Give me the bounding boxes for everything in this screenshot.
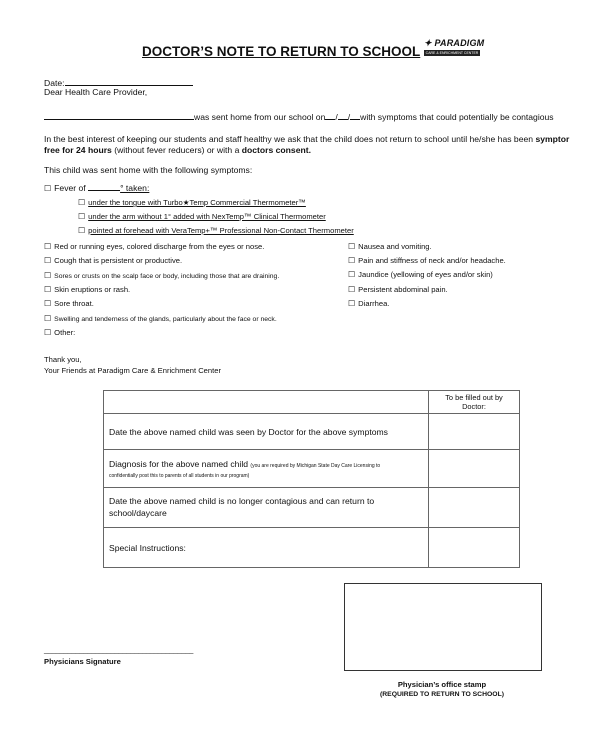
symptom-left-2-checkbox[interactable]: ☐ bbox=[44, 256, 52, 265]
symptom-right-4-checkbox[interactable]: ☐ bbox=[348, 285, 356, 294]
row-diagnosis-field[interactable] bbox=[429, 450, 520, 488]
row-diagnosis-label bbox=[104, 450, 429, 488]
policy-bold-2: free for 24 hours bbox=[44, 145, 112, 155]
fever-option-2-checkbox[interactable]: ☐ bbox=[78, 212, 86, 221]
table-header-right: To be filled out by Doctor: bbox=[429, 391, 520, 414]
row-return-date-field[interactable] bbox=[429, 488, 520, 528]
row-special-instructions-label: Special Instructions: bbox=[104, 528, 429, 568]
symptom-left-3-label: Sores or crusts on the scalp face or body, including those that are draining. bbox=[54, 273, 280, 280]
fever-row bbox=[44, 182, 149, 193]
table-header-row bbox=[104, 391, 520, 414]
diagnosis-main: Diagnosis for the above named child bbox=[109, 458, 249, 469]
symptom-right-1-checkbox[interactable]: ☐ bbox=[348, 242, 356, 251]
symptom-right-5 bbox=[348, 299, 389, 308]
policy-text-2: (without fever reducers) or with a bbox=[114, 145, 240, 155]
row-special-instructions-field[interactable] bbox=[429, 528, 520, 568]
fever-label: Fever of bbox=[54, 183, 86, 193]
diagnosis-note-1: (you are required by Michigan State Day Care Licensing to bbox=[250, 462, 381, 469]
stamp-note: (REQUIRED TO RETURN TO SCHOOL) bbox=[380, 691, 504, 698]
fever-option-1 bbox=[78, 198, 306, 207]
fever-option-3 bbox=[78, 226, 354, 235]
policy-bold-1: symptor bbox=[535, 134, 570, 144]
symptom-left-5 bbox=[44, 299, 94, 308]
symptom-right-3-label: Jaundice (yellowing of eyes and/or skin) bbox=[358, 270, 493, 279]
symptom-left-1-label: Red or running eyes, colored discharge from the eyes or nose. bbox=[54, 242, 265, 251]
symptom-left-4-label: Skin eruptions or rash. bbox=[54, 285, 131, 294]
symptom-left-4 bbox=[44, 285, 130, 294]
fever-temp-field[interactable] bbox=[88, 182, 120, 191]
day-field[interactable] bbox=[338, 111, 351, 122]
date-field[interactable] bbox=[65, 77, 193, 86]
fever-option-2-label: under the arm without 1° added with NexTemp™ Clinical Thermometer bbox=[88, 212, 326, 221]
symptom-left-2-label: Cough that is persistent or productive. bbox=[54, 256, 183, 265]
symptom-left-6-label: Swelling and tenderness of the glands, particularly about the face or neck. bbox=[54, 316, 277, 323]
symptom-left-3-checkbox[interactable]: ☐ bbox=[44, 271, 52, 280]
symptom-left-1-checkbox[interactable]: ☐ bbox=[44, 242, 52, 251]
symptom-left-5-label: Sore throat. bbox=[54, 299, 94, 308]
fever-option-3-label: pointed at forehead with VeraTemp+™ Professional Non-Contact Thermometer bbox=[88, 226, 354, 235]
closing-signoff: Your Friends at Paradigm Care & Enrichment Center bbox=[44, 366, 221, 375]
fever-degree-label: ° taken: bbox=[120, 183, 150, 193]
policy-text-1: In the best interest of keeping our students and staff healthy we ask that the child does not return to school until he/she has been bbox=[44, 134, 534, 144]
month-field[interactable] bbox=[325, 111, 338, 122]
fever-option-3-checkbox[interactable]: ☐ bbox=[78, 226, 86, 235]
symptom-right-4 bbox=[348, 285, 448, 294]
table-row bbox=[104, 488, 520, 528]
fever-option-1-label: under the tongue with Turbo★Temp Commercial Thermometer™ bbox=[88, 198, 306, 207]
year-field[interactable] bbox=[347, 111, 360, 122]
table-row bbox=[104, 450, 520, 488]
row-seen-by-doctor-field[interactable] bbox=[429, 414, 520, 450]
symptom-right-3 bbox=[348, 270, 493, 279]
symptom-other-label: Other: bbox=[54, 328, 76, 337]
policy-paragraph-line1 bbox=[44, 134, 569, 144]
symptom-right-1-label: Nausea and vomiting. bbox=[358, 242, 432, 251]
fever-checkbox[interactable]: ☐ bbox=[44, 184, 52, 193]
date-label: Date: bbox=[44, 78, 65, 88]
symptom-left-7 bbox=[44, 328, 75, 337]
logo-figure-icon: ✦ bbox=[424, 38, 432, 48]
table-header-left bbox=[104, 391, 429, 414]
stamp-label: Physician’s office stamp bbox=[397, 680, 487, 689]
symptom-left-4-checkbox[interactable]: ☐ bbox=[44, 285, 52, 294]
doctor-table bbox=[103, 390, 520, 568]
table-row bbox=[104, 414, 520, 450]
row-return-date-label: Date the above named child is no longer contagious and can return to school/daycare bbox=[104, 488, 429, 528]
fever-option-1-checkbox[interactable]: ☐ bbox=[78, 198, 86, 207]
office-stamp-box[interactable] bbox=[344, 583, 542, 671]
symptoms-intro: This child was sent home with the following symptoms: bbox=[44, 165, 253, 175]
symptom-left-6-checkbox[interactable]: ☐ bbox=[44, 314, 52, 323]
symptom-right-4-label: Persistent abdominal pain. bbox=[358, 285, 448, 294]
diagnosis-note-2: confidentially post this to parents of all students in our program) bbox=[109, 472, 250, 479]
symptom-left-1 bbox=[44, 242, 264, 251]
symptom-right-5-checkbox[interactable]: ☐ bbox=[348, 299, 356, 308]
child-name-field[interactable] bbox=[44, 111, 194, 120]
logo-tagline: CARE & ENRICHMENT CENTER bbox=[425, 51, 479, 55]
policy-paragraph-line2 bbox=[44, 145, 311, 155]
symptom-left-6 bbox=[44, 314, 277, 323]
symptoms-contagious-text: with symptoms that could potentially be contagious bbox=[360, 112, 554, 122]
symptom-left-5-checkbox[interactable]: ☐ bbox=[44, 299, 52, 308]
symptom-right-2-checkbox[interactable]: ☐ bbox=[348, 256, 356, 265]
symptom-right-2-label: Pain and stiffness of neck and/or headache. bbox=[358, 256, 506, 265]
policy-bold-3: doctors consent. bbox=[241, 145, 311, 155]
logo-name: PARADIGM bbox=[434, 38, 485, 48]
symptom-left-7-checkbox[interactable]: ☐ bbox=[44, 328, 52, 337]
symptom-right-3-checkbox[interactable]: ☐ bbox=[348, 270, 356, 279]
symptom-right-2 bbox=[348, 256, 506, 265]
paradigm-logo bbox=[424, 38, 485, 64]
fever-option-2 bbox=[78, 212, 326, 221]
symptom-right-5-label: Diarrhea. bbox=[358, 299, 390, 308]
signature-label: Physicians Signature bbox=[44, 657, 121, 666]
symptom-left-2 bbox=[44, 256, 182, 265]
page-title: DOCTOR’S NOTE TO RETURN TO SCHOOL bbox=[142, 44, 421, 59]
date-slash-1: / bbox=[335, 112, 338, 122]
symptom-left-3 bbox=[44, 271, 279, 280]
signature-line[interactable]: ______________________________________ bbox=[44, 645, 194, 654]
closing-thanks: Thank you, bbox=[44, 355, 82, 364]
date-slash-2: / bbox=[347, 112, 351, 122]
symptom-right-1 bbox=[348, 242, 432, 251]
sent-home-row bbox=[44, 111, 554, 122]
salutation: Dear Health Care Provider, bbox=[44, 87, 148, 97]
table-row bbox=[104, 528, 520, 568]
sent-home-text: was sent home from our school on bbox=[194, 112, 326, 122]
row-seen-by-doctor-label: Date the above named child was seen by Doctor for the above symptoms bbox=[104, 414, 429, 450]
